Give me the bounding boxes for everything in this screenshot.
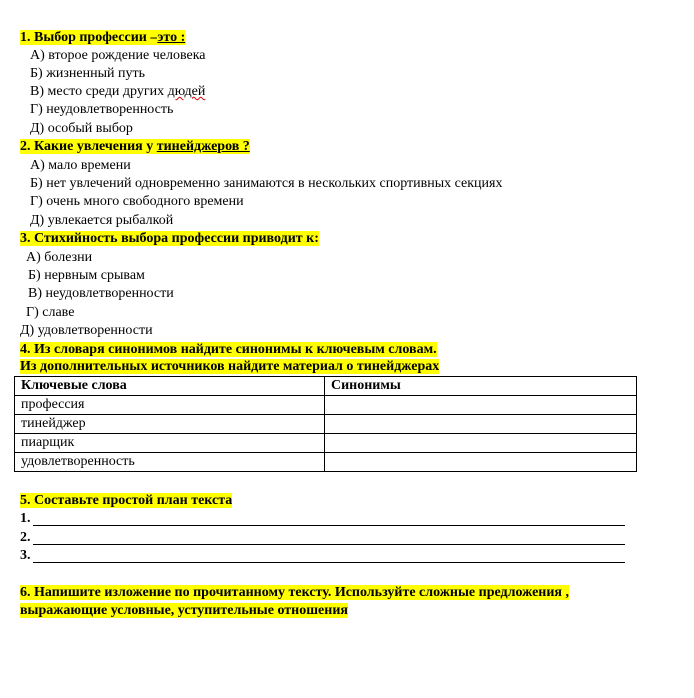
q3-title [20,230,319,248]
q1-option-d: Г) неудовлетворенность [30,102,174,117]
synonym-answer-cell[interactable] [325,415,637,434]
synonym-answer-cell[interactable] [325,453,637,472]
q5-title-text: 5. Составьте простой план текста [20,493,233,508]
q5-title [20,492,232,510]
plan-item-1-number: 1. [20,511,31,526]
q2-option-d: Д) увлекается рыбалкой [30,213,174,228]
q3-option-b: Б) нервным срывам [28,268,145,283]
q3-option-a: А) болезни [26,250,93,265]
plan-item-2-number: 2. [20,530,31,545]
misspelled-word: дюдей [167,84,206,99]
q4-title-line2 [20,358,439,376]
q2-title-underlined: тинейджеров ? [156,139,250,154]
q2-title-text: 2. Какие увлечения у [20,139,157,154]
q1-option-c [30,83,205,101]
table-row [15,434,637,453]
q3-option-e: Д) удовлетворенности [20,323,153,338]
synonym-answer-cell[interactable] [325,396,637,415]
plan-item-2-blank[interactable] [33,544,625,545]
keyword-cell: пиарщик [15,434,325,453]
plan-item-3-blank[interactable] [33,562,625,563]
header-keywords: Ключевые слова [15,377,325,396]
q1-option-c-text: В) место среди других [30,84,168,99]
q2-option-b: Б) нет увлечений одновременно занимаются в нескольких спортивных секциях [30,176,503,191]
q6-title-line1-text: 6. Напишите изложение по прочитанному тексту. Используйте сложные предложения , [20,585,569,600]
table-row [15,453,637,472]
synonyms-table [14,376,637,472]
q3-title-text: 3. Стихийность выбора профессии приводит к: [20,231,319,246]
q3-option-d: Г) славе [26,305,75,320]
q6-title-line2 [20,602,348,620]
table-row [15,396,637,415]
keyword-cell: удовлетворенность [15,453,325,472]
q2-option-a: А) мало времени [30,158,131,173]
q2-title [20,138,250,156]
synonym-answer-cell[interactable] [325,434,637,453]
q6-title-line2-text: выражающие условные, уступительные отношения [20,603,348,618]
q1-option-b: Б) жизненный путь [30,66,145,81]
q2-option-c: Г) очень много свободного времени [30,194,244,209]
q1-title-text: 1. Выбор профессии – [20,30,158,45]
q6-title-line1 [20,584,569,602]
q4-title-line2-text: Из дополнительных источников найдите материал о тинейджерах [20,359,440,374]
q1-option-a: А) второе рождение человека [30,48,206,63]
q1-option-e: Д) особый выбор [30,121,133,136]
q1-title-underlined: это : [157,30,186,45]
plan-item-1-blank[interactable] [33,525,625,526]
keyword-cell: тинейджер [15,415,325,434]
table-header-row [15,377,637,396]
q1-title [20,29,185,47]
q4-title-line1 [20,341,437,359]
q4-title-line1-text: 4. Из словаря синонимов найдите синонимы к ключевым словам. [20,342,437,357]
plan-item-3-number: 3. [20,548,31,563]
keyword-cell: профессия [15,396,325,415]
q3-option-c: В) неудовлетворенности [28,286,174,301]
header-synonyms: Синонимы [325,377,637,396]
table-row [15,415,637,434]
